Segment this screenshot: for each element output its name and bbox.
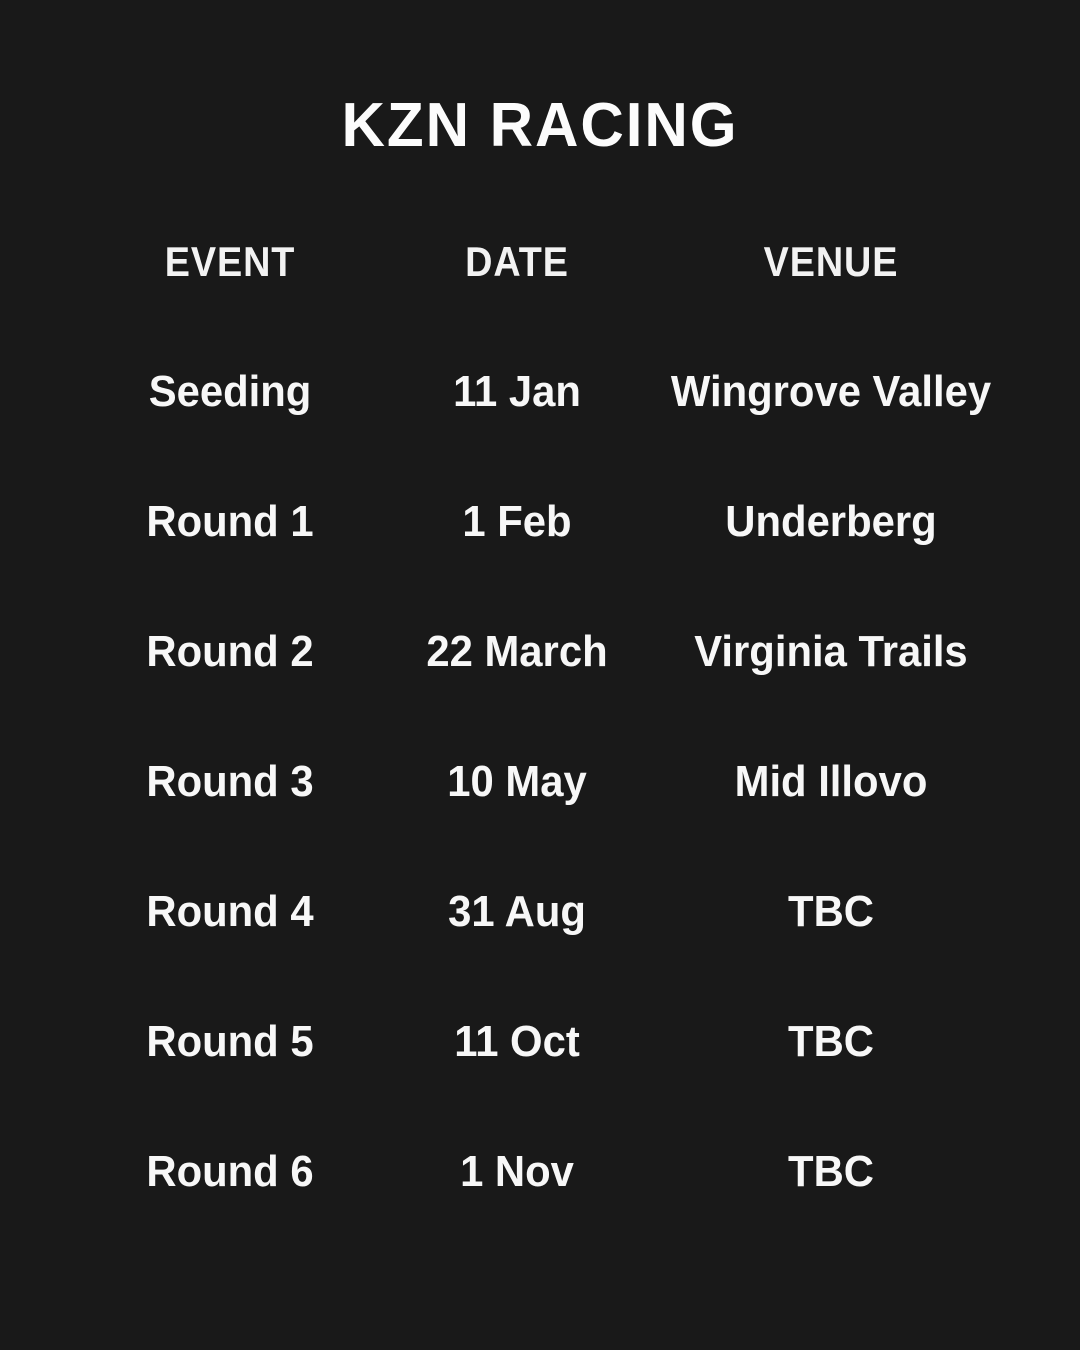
venue-cell: Wingrove Valley [670, 366, 992, 416]
column-header-date: DATE [465, 237, 569, 285]
date-cell: 11 Oct [454, 1016, 580, 1066]
table-row-round-2 [0, 587, 1080, 717]
event-cell: Round 1 [146, 496, 314, 546]
venue-cell: TBC [788, 886, 874, 936]
event-cell: Round 6 [146, 1146, 314, 1196]
date-cell: 11 Jan [453, 366, 581, 416]
column-header-venue: VENUE [763, 237, 899, 285]
table-row-round-6 [0, 1107, 1080, 1237]
event-cell: Round 5 [146, 1016, 314, 1066]
table-row-round-3 [0, 717, 1080, 847]
date-cell: 10 May [447, 756, 587, 806]
table-header-row [0, 197, 1080, 327]
table-row-seeding [0, 327, 1080, 457]
date-cell: 1 Nov [460, 1146, 574, 1196]
table-row-round-5 [0, 977, 1080, 1107]
venue-cell: TBC [788, 1146, 874, 1196]
event-cell: Round 3 [146, 756, 314, 806]
event-cell: Seeding [148, 366, 312, 416]
date-cell: 31 Aug [448, 886, 586, 936]
event-cell: Round 2 [146, 626, 314, 676]
schedule-table [0, 197, 1080, 1237]
event-cell: Round 4 [146, 886, 314, 936]
venue-cell: Mid Illovo [734, 756, 928, 806]
column-header-event: EVENT [164, 237, 296, 285]
venue-cell: Virginia Trails [694, 626, 968, 676]
date-cell: 1 Feb [462, 496, 572, 546]
table-row-round-1 [0, 457, 1080, 587]
date-cell: 22 March [426, 626, 608, 676]
page-title: KZN RACING [341, 91, 739, 160]
venue-cell: TBC [788, 1016, 874, 1066]
venue-cell: Underberg [725, 496, 937, 546]
table-row-round-4 [0, 847, 1080, 977]
